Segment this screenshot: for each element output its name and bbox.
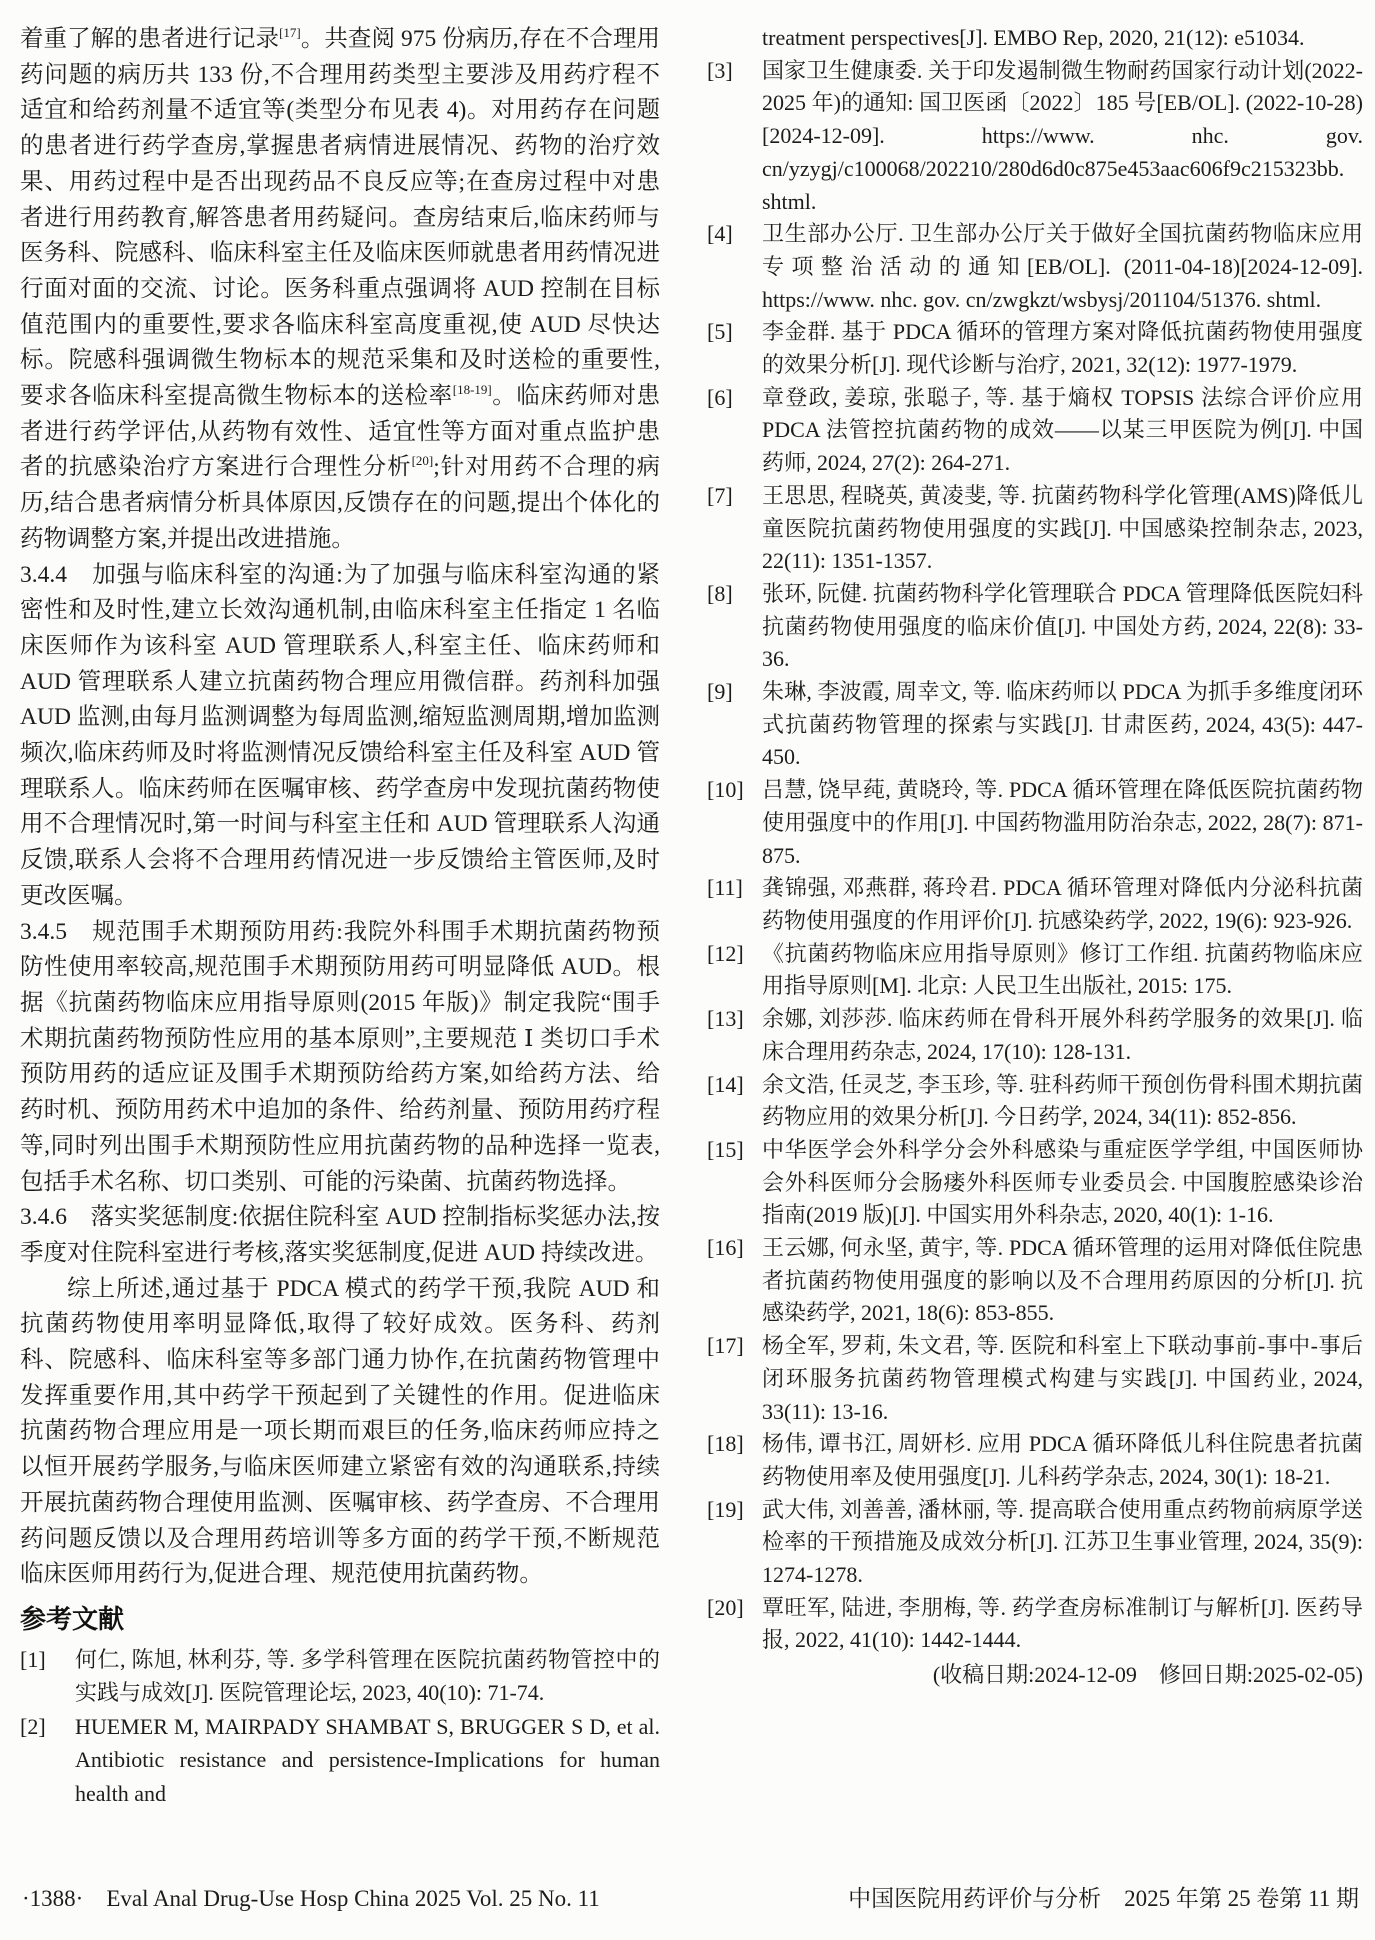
reference-item bbox=[707, 1232, 1363, 1330]
reference-text: 国家卫生健康委. 关于印发遏制微生物耐药国家行动计划(2022-2025 年)的通知: 国卫医函〔2022〕185 号[EB/OL]. (2022-10-28)[2024-12-09]. https://www. nhc. gov. cn/yzygj/c100068/202210/280d6d0c875e453aac606f9c215323bb. shtml. bbox=[762, 57, 1363, 214]
reference-item bbox=[707, 1592, 1363, 1657]
reference-number: [14] bbox=[707, 1071, 744, 1097]
reference-text: 中华医学会外科学分会外科感染与重症医学学组, 中国医师协会外科医师分会肠瘘外科医师专业委员会. 中国腹腔感染诊治指南(2019 版)[J]. 中国实用外科杂志, 2020, 40(1): 1-16. bbox=[762, 1136, 1363, 1228]
footer-page-number-journal-en: ·1388· Eval Anal Drug-Use Hosp China 2025 Vol. 25 No. 11 bbox=[22, 1886, 600, 1911]
references-heading: 参考文献 bbox=[20, 1603, 125, 1634]
reference-number: [18] bbox=[707, 1431, 744, 1457]
reference-text: 张环, 阮健. 抗菌药物科学化管理联合 PDCA 管理降低医院妇科抗菌药物使用强度的临床价值[J]. 中国处方药, 2024, 22(8): 33-36. bbox=[762, 580, 1363, 672]
reference-number: [7] bbox=[707, 482, 733, 508]
right-column bbox=[707, 22, 1363, 1692]
reference-text: HUEMER M, MAIRPADY SHAMBAT S, BRUGGER S D, et al. Antibiotic resistance and persistence-Implications for human health and bbox=[75, 1713, 660, 1806]
reference-item bbox=[707, 1428, 1363, 1493]
reference-number: [17] bbox=[707, 1333, 744, 1359]
reference-number: [1] bbox=[20, 1646, 46, 1672]
para-section-3-4-6: 3.4.6 落实奖惩制度:依据住院科室 AUD 控制指标奖惩办法,按季度对住院科室进行考核,落实奖惩制度,促进 AUD 持续改进。 bbox=[20, 1204, 660, 1266]
reference-text: 王云娜, 何永坚, 黄宇, 等. PDCA 循环管理的运用对降低住院患者抗菌药物使用强度的影响以及不合理用药原因的分析[J]. 抗感染药学, 2021, 18(6): 853-855. bbox=[762, 1235, 1363, 1326]
reference-item bbox=[707, 218, 1363, 316]
para-conclusion: 综上所述,通过基于 PDCA 模式的药学干预,我院 AUD 和抗菌药物使用率明显降低,取得了较好成效。医务科、药剂科、院感科、临床科室等多部门通力协作,在抗菌药物管理中发挥重要作用,其中药学干预起到了关键性的作用。促进临床抗菌药物合理应用是一项长期而艰巨的任务,临床药师应持之以恒开展药学服务,与临床医师建立紧密有效的沟通联系,持续开展抗菌药物合理使用监测、医嘱审核、药学查房、不合理用药问题反馈以及合理用药培训等多方面的药学干预,不断规范临床医师用药行为,促进合理、规范使用抗菌药物。 bbox=[20, 1275, 660, 1588]
reference-item bbox=[707, 1134, 1363, 1232]
reference-number: [19] bbox=[707, 1496, 744, 1522]
reference-number: [6] bbox=[707, 384, 733, 410]
reference-item bbox=[707, 774, 1363, 872]
references-list-right bbox=[707, 55, 1363, 1657]
para-pharmacy-ward-rounds: 着重了解的患者进行记录[17]。共查阅 975 份病历,存在不合理用药问题的病历共 133 份,不合理用药类型主要涉及用药疗程不适宜和给药剂量不适宜等(类型分布见表 4)。对用药存在问题的患者进行药学查房,掌握患者病情进展情况、药物的治疗效果、用药过程中是否出现药品不良反应等;在查房过程中对患者进行用药教育,解答患者用药疑问。查房结束后,临床药师与医务科、院感科、临床科室主任及临床医师就患者用药情况进行面对面的交流、讨论。医务科重点强调将 AUD 控制在目标值范围内的重要性,要求各临床科室高度重视,使 AUD 尽快达标。院感科强调微生物标本的规范采集和及时送检的重要性,要求各临床科室提高微生物标本的送检率[18-19]。临床药师对患者进行药学评估,从药物有效性、适宜性等方面对重点监护患者的抗感染治疗方案进行合理性分析[20];针对用药不合理的病历,结合患者病情分析具体原因,反馈存在的问题,提出个体化的药物调整方案,并提出改进措施。 bbox=[20, 25, 661, 552]
reference-number: [9] bbox=[707, 679, 733, 705]
reference-item bbox=[707, 1069, 1363, 1134]
body-paragraphs bbox=[20, 22, 660, 1593]
left-column bbox=[20, 22, 660, 1810]
reference-number: [11] bbox=[707, 875, 743, 901]
reference-number: [10] bbox=[707, 777, 744, 803]
reference-item bbox=[707, 578, 1363, 676]
citation-superscript: [20] bbox=[411, 453, 434, 469]
reference-item bbox=[707, 872, 1363, 937]
reference-text: 何仁, 陈旭, 林利芬, 等. 多学科管理在医院抗菌药物管控中的实践与成效[J]. 医院管理论坛, 2023, 40(10): 71-74. bbox=[75, 1646, 660, 1706]
reference-item bbox=[707, 938, 1363, 1003]
para-section-3-4-4: 3.4.4 加强与临床科室的沟通:为了加强与临床科室沟通的紧密性和及时性,建立长效沟通机制,由临床科室主任指定 1 名临床医师作为该科室 AUD 管理联系人,科室主任、临床药师和 AUD 管理联系人建立抗菌药物合理应用微信群。药剂科加强 AUD 监测,由每月监测调整为每周监测,缩短监测周期,增加监测频次,临床药师及时将监测情况反馈给科室主任及科室 AUD 管理联系人。临床药师在医嘱审核、药学查房中发现抗菌药物使用不合理情况时,第一时间与科室主任和 AUD 管理联系人沟通反馈,联系人会将不合理用药情况进一步反馈给主管医师,及时更改医嘱。 bbox=[20, 561, 660, 909]
reference-text: 覃旺军, 陆进, 李朋梅, 等. 药学查房标准制订与解析[J]. 医药导报, 2022, 41(10): 1442-1444. bbox=[762, 1594, 1363, 1653]
reference-text: 杨伟, 谭书江, 周妍杉. 应用 PDCA 循环降低儿科住院患者抗菌药物使用率及使用强度[J]. 儿科药学杂志, 2024, 30(1): 18-21. bbox=[762, 1431, 1363, 1489]
reference-number: [3] bbox=[707, 57, 733, 83]
reference-item bbox=[707, 1003, 1363, 1068]
received-revised-dates: (收稿日期:2024-12-09 修回日期:2025-02-05) bbox=[932, 1662, 1363, 1688]
reference-item bbox=[707, 676, 1363, 774]
reference-text: 朱琳, 李波霞, 周幸文, 等. 临床药师以 PDCA 为抓手多维度闭环式抗菌药物管理的探索与实践[J]. 甘肃医药, 2024, 43(5): 447-450. bbox=[762, 679, 1363, 770]
reference-text: 《抗菌药物临床应用指导原则》修订工作组. 抗菌药物临床应用指导原则[M]. 北京: 人民卫生出版社, 2015: 175. bbox=[762, 940, 1363, 999]
reference-number: [15] bbox=[707, 1136, 744, 1162]
reference-number: [16] bbox=[707, 1235, 744, 1261]
reference-number: [20] bbox=[707, 1594, 744, 1620]
reference-number: [5] bbox=[707, 319, 733, 345]
reference-item bbox=[707, 316, 1363, 381]
citation-superscript: [18-19] bbox=[452, 382, 492, 398]
reference-text: 武大伟, 刘善善, 潘林丽, 等. 提高联合使用重点药物前病原学送检率的干预措施及成效分析[J]. 江苏卫生事业管理, 2024, 35(9): 1274-1278. bbox=[762, 1496, 1363, 1588]
reference-text: 龚锦强, 邓燕群, 蒋玲君. PDCA 循环管理对降低内分泌科抗菌药物使用强度的作用评价[J]. 抗感染药学, 2022, 19(6): 923-926. bbox=[762, 875, 1363, 933]
reference-item bbox=[707, 382, 1363, 480]
reference-text: 余娜, 刘莎莎. 临床药师在骨科开展外科药学服务的效果[J]. 临床合理用药杂志, 2024, 17(10): 128-131. bbox=[762, 1006, 1363, 1064]
reference-item bbox=[20, 1643, 660, 1710]
reference-item bbox=[20, 1710, 660, 1810]
reference-text: 章登政, 姜琼, 张聪子, 等. 基于熵权 TOPSIS 法综合评价应用 PDCA 法管控抗菌药物的成效——以某三甲医院为例[J]. 中国药师, 2024, 27(2): 264-271. bbox=[762, 384, 1363, 476]
reference-item bbox=[707, 1330, 1363, 1428]
reference-number: [12] bbox=[707, 940, 744, 966]
reference-text: 卫生部办公厅. 卫生部办公厅关于做好全国抗菌药物临床应用专项整治活动的通知[EB/OL]. (2011-04-18)[2024-12-09]. https://www. nhc. gov. cn/zwgkzt/wsbysj/201104/51376. shtml. bbox=[762, 221, 1363, 312]
reference-item bbox=[707, 1494, 1363, 1592]
citation-superscript: [17] bbox=[279, 25, 301, 41]
reference-text: 王思思, 程晓英, 黄凌斐, 等. 抗菌药物科学化管理(AMS)降低儿童医院抗菌药物使用强度的实践[J]. 中国感染控制杂志, 2023, 22(11): 1351-1357. bbox=[762, 482, 1363, 574]
reference-text: 余文浩, 任灵芝, 李玉珍, 等. 驻科药师干预创伤骨科围术期抗菌药物应用的效果分析[J]. 今日药学, 2024, 34(11): 852-856. bbox=[762, 1071, 1363, 1130]
reference-item bbox=[707, 55, 1363, 219]
footer-journal-title-issue-cn: 中国医院用药评价与分析 2025 年第 25 卷第 11 期 bbox=[848, 1886, 1359, 1911]
references-list-left bbox=[20, 1643, 660, 1810]
reference-text: 吕慧, 饶早莼, 黄晓玲, 等. PDCA 循环管理在降低医院抗菌药物使用强度中的作用[J]. 中国药物滥用防治杂志, 2022, 28(7): 871-875. bbox=[762, 777, 1363, 868]
reference-number: [8] bbox=[707, 580, 733, 606]
reference-text: 杨全军, 罗莉, 朱文君, 等. 医院和科室上下联动事前-事中-事后闭环服务抗菌药物管理模式构建与实践[J]. 中国药业, 2024, 33(11): 13-16. bbox=[762, 1333, 1363, 1424]
reference-continuation: treatment perspectives[J]. EMBO Rep, 2020, 21(12): e51034. bbox=[762, 25, 1305, 50]
reference-item bbox=[707, 480, 1363, 578]
reference-text: 李金群. 基于 PDCA 循环的管理方案对降低抗菌药物使用强度的效果分析[J]. 现代诊断与治疗, 2021, 32(12): 1977-1979. bbox=[762, 319, 1363, 378]
para-section-3-4-5: 3.4.5 规范围手术期预防用药:我院外科围手术期抗菌药物预防性使用率较高,规范围手术期预防用药可明显降低 AUD。根据《抗菌药物临床应用指导原则(2015 年版)》制定我院“围手术期抗菌药物预防性应用的基本原则”,主要规范 Ⅰ 类切口手术预防用药的适应证及围手术期预防给药方案,如给药方法、给药时机、预防用药术中追加的条件、给药剂量、预防用药疗程等,同时列出围手术期预防性应用抗菌药物的品种选择一览表,包括手术名称、切口类别、可能的污染菌、抗菌药物选择。 bbox=[20, 918, 660, 1195]
reference-number: [4] bbox=[707, 221, 733, 247]
reference-number: [13] bbox=[707, 1006, 744, 1032]
reference-number: [2] bbox=[20, 1713, 46, 1739]
